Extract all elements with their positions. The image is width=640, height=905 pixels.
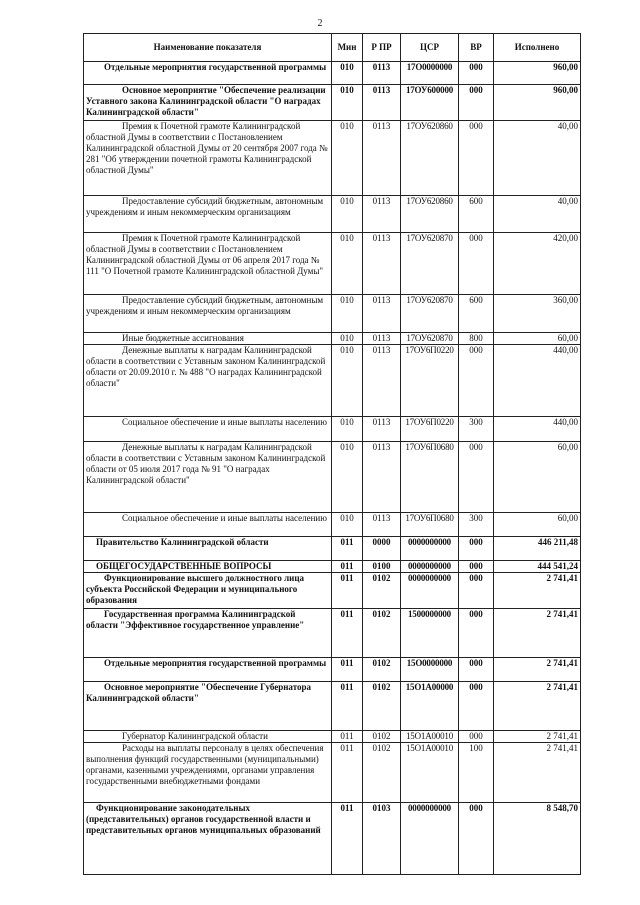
row-name: Премия к Почетной грамоте Калининградской областной Думы в соответствии с Постановлением Калининградской областной Думы от 20 сентября 2007 года № 281 "Об утверждении почетной грамоты Калининградской областной Думы" bbox=[84, 121, 332, 196]
row-done: 444 541,24 bbox=[494, 561, 581, 573]
row-vr: 000 bbox=[459, 609, 494, 658]
row-done: 440,00 bbox=[494, 417, 581, 442]
row-name: Денежные выплаты к наградам Калининградской области в соответствии с Уставным законом Калининградской области от 20.09.2010 г. № 488 "О наградах Калининградской области" bbox=[84, 345, 332, 417]
header-name: Наименование показателя bbox=[84, 34, 332, 62]
row-csr: 1500000000 bbox=[401, 609, 459, 658]
row-name: Предоставление субсидий бюджетным, автономным учреждениям и иным некоммерческим организациям bbox=[84, 295, 332, 333]
row-rpr: 0100 bbox=[363, 561, 401, 573]
row-name: Основное мероприятие "Обеспечение реализации Уставного закона Калининградской области "О наградах Калининградской области" bbox=[84, 85, 332, 121]
row-rpr: 0000 bbox=[363, 537, 401, 561]
table-row bbox=[84, 743, 581, 803]
row-csr: 17ОУ620860 bbox=[401, 121, 459, 196]
row-csr: 0000000000 bbox=[401, 803, 459, 875]
row-name: Расходы на выплаты персоналу в целях обеспечения выполнения функций государственными (муниципальными) органами, казенными учреждениями, органами управления государственными внебюджетными фондами bbox=[84, 743, 332, 803]
row-min: 010 bbox=[332, 333, 363, 345]
table-row bbox=[84, 731, 581, 743]
row-min: 010 bbox=[332, 513, 363, 537]
row-min: 011 bbox=[332, 609, 363, 658]
row-vr: 800 bbox=[459, 333, 494, 345]
table-header-row bbox=[84, 34, 581, 62]
row-name: Социальное обеспечение и иные выплаты населению bbox=[84, 417, 332, 442]
row-name: Предоставление субсидий бюджетным, автономным учреждениям и иным некоммерческим организациям bbox=[84, 196, 332, 233]
row-done: 60,00 bbox=[494, 442, 581, 513]
row-csr: 17ОУ600000 bbox=[401, 85, 459, 121]
row-vr: 600 bbox=[459, 196, 494, 233]
row-csr: 17ОУ620870 bbox=[401, 295, 459, 333]
row-min: 011 bbox=[332, 537, 363, 561]
row-name: Денежные выплаты к наградам Калининградской области в соответствии с Уставным законом Калининградской области от 05 июля 2017 года № 91 "О наградах Калининградской области" bbox=[84, 442, 332, 513]
row-csr: 17ОУ6П0220 bbox=[401, 417, 459, 442]
table-row bbox=[84, 573, 581, 609]
row-vr: 000 bbox=[459, 442, 494, 513]
row-csr: 0000000000 bbox=[401, 561, 459, 573]
row-vr: 000 bbox=[459, 121, 494, 196]
row-done: 960,00 bbox=[494, 62, 581, 85]
row-name: Отдельные мероприятия государственной программы bbox=[84, 62, 332, 85]
row-done: 2 741,41 bbox=[494, 609, 581, 658]
row-min: 010 bbox=[332, 196, 363, 233]
table-row bbox=[84, 233, 581, 295]
row-name: ОБЩЕГОСУДАРСТВЕННЫЕ ВОПРОСЫ bbox=[84, 561, 332, 573]
row-min: 010 bbox=[332, 233, 363, 295]
row-vr: 000 bbox=[459, 85, 494, 121]
row-rpr: 0113 bbox=[363, 345, 401, 417]
row-rpr: 0113 bbox=[363, 85, 401, 121]
row-rpr: 0113 bbox=[363, 121, 401, 196]
row-name: Губернатор Калининградской области bbox=[84, 731, 332, 743]
row-done: 360,00 bbox=[494, 295, 581, 333]
row-vr: 100 bbox=[459, 743, 494, 803]
row-min: 011 bbox=[332, 658, 363, 682]
row-done: 2 741,41 bbox=[494, 743, 581, 803]
row-vr: 300 bbox=[459, 513, 494, 537]
table-row bbox=[84, 333, 581, 345]
row-rpr: 0113 bbox=[363, 196, 401, 233]
row-rpr: 0113 bbox=[363, 417, 401, 442]
table-row bbox=[84, 513, 581, 537]
row-name: Отдельные мероприятия государственной программы bbox=[84, 658, 332, 682]
row-vr: 000 bbox=[459, 573, 494, 609]
row-rpr: 0113 bbox=[363, 333, 401, 345]
row-min: 010 bbox=[332, 295, 363, 333]
row-name: Основное мероприятие "Обеспечение Губернатора Калининградской области" bbox=[84, 682, 332, 731]
row-vr: 000 bbox=[459, 561, 494, 573]
table-row bbox=[84, 803, 581, 875]
row-done: 960,00 bbox=[494, 85, 581, 121]
row-vr: 000 bbox=[459, 658, 494, 682]
row-min: 011 bbox=[332, 682, 363, 731]
table-row bbox=[84, 85, 581, 121]
row-csr: 17ОУ6П0220 bbox=[401, 345, 459, 417]
row-rpr: 0102 bbox=[363, 731, 401, 743]
row-min: 010 bbox=[332, 417, 363, 442]
row-done: 2 741,41 bbox=[494, 682, 581, 731]
table-row bbox=[84, 196, 581, 233]
row-done: 2 741,41 bbox=[494, 658, 581, 682]
row-csr: 17ОУ6П0680 bbox=[401, 442, 459, 513]
row-rpr: 0102 bbox=[363, 609, 401, 658]
row-csr: 0000000000 bbox=[401, 537, 459, 561]
row-rpr: 0113 bbox=[363, 295, 401, 333]
row-done: 2 741,41 bbox=[494, 731, 581, 743]
row-vr: 000 bbox=[459, 731, 494, 743]
table-row bbox=[84, 561, 581, 573]
header-done: Исполнено bbox=[494, 34, 581, 62]
row-csr: 0000000000 bbox=[401, 573, 459, 609]
row-done: 2 741,41 bbox=[494, 573, 581, 609]
row-name: Функционирование законодательных (представительных) органов государственной власти и представительных органов муниципальных образований bbox=[84, 803, 332, 875]
row-name: Государственная программа Калининградской области "Эффективное государственное управление" bbox=[84, 609, 332, 658]
row-vr: 000 bbox=[459, 233, 494, 295]
row-csr: 17ОУ6П0680 bbox=[401, 513, 459, 537]
page-number: 2 bbox=[317, 18, 323, 29]
budget-table bbox=[83, 33, 581, 875]
row-rpr: 0113 bbox=[363, 233, 401, 295]
row-rpr: 0113 bbox=[363, 513, 401, 537]
row-min: 010 bbox=[332, 62, 363, 85]
table-row bbox=[84, 537, 581, 561]
row-vr: 000 bbox=[459, 682, 494, 731]
row-vr: 000 bbox=[459, 537, 494, 561]
row-rpr: 0102 bbox=[363, 682, 401, 731]
row-csr: 17ОУ620870 bbox=[401, 233, 459, 295]
row-name: Правительство Калининградской области bbox=[84, 537, 332, 561]
table-row bbox=[84, 345, 581, 417]
row-vr: 000 bbox=[459, 62, 494, 85]
row-name: Иные бюджетные ассигнования bbox=[84, 333, 332, 345]
row-rpr: 0103 bbox=[363, 803, 401, 875]
row-min: 011 bbox=[332, 731, 363, 743]
table-row bbox=[84, 417, 581, 442]
row-name: Социальное обеспечение и иные выплаты населению bbox=[84, 513, 332, 537]
row-rpr: 0102 bbox=[363, 658, 401, 682]
table-row bbox=[84, 609, 581, 658]
row-done: 60,00 bbox=[494, 333, 581, 345]
row-min: 011 bbox=[332, 803, 363, 875]
row-csr: 17О0000000 bbox=[401, 62, 459, 85]
row-vr: 000 bbox=[459, 345, 494, 417]
table-row bbox=[84, 682, 581, 731]
row-vr: 000 bbox=[459, 803, 494, 875]
row-done: 40,00 bbox=[494, 196, 581, 233]
table-row bbox=[84, 658, 581, 682]
row-done: 440,00 bbox=[494, 345, 581, 417]
row-min: 011 bbox=[332, 573, 363, 609]
row-rpr: 0102 bbox=[363, 573, 401, 609]
table-row bbox=[84, 62, 581, 85]
row-min: 010 bbox=[332, 345, 363, 417]
header-csr: ЦСР bbox=[401, 34, 459, 62]
row-name: Функционирование высшего должностного лица субъекта Российской Федерации и муниципального образования bbox=[84, 573, 332, 609]
row-min: 010 bbox=[332, 442, 363, 513]
row-csr: 15О0000000 bbox=[401, 658, 459, 682]
row-min: 011 bbox=[332, 561, 363, 573]
row-csr: 15О1А00010 bbox=[401, 743, 459, 803]
row-done: 40,00 bbox=[494, 121, 581, 196]
row-rpr: 0113 bbox=[363, 442, 401, 513]
row-csr: 17ОУ620870 bbox=[401, 333, 459, 345]
row-done: 8 548,70 bbox=[494, 803, 581, 875]
row-done: 420,00 bbox=[494, 233, 581, 295]
row-done: 60,00 bbox=[494, 513, 581, 537]
row-csr: 15О1А00010 bbox=[401, 731, 459, 743]
row-csr: 17ОУ620860 bbox=[401, 196, 459, 233]
header-min: Мин bbox=[332, 34, 363, 62]
row-min: 010 bbox=[332, 85, 363, 121]
row-rpr: 0113 bbox=[363, 62, 401, 85]
row-done: 446 211,48 bbox=[494, 537, 581, 561]
row-rpr: 0102 bbox=[363, 743, 401, 803]
row-vr: 600 bbox=[459, 295, 494, 333]
header-vr: ВР bbox=[459, 34, 494, 62]
row-min: 011 bbox=[332, 743, 363, 803]
row-vr: 300 bbox=[459, 417, 494, 442]
table-row bbox=[84, 442, 581, 513]
row-csr: 15О1А00000 bbox=[401, 682, 459, 731]
row-name: Премия к Почетной грамоте Калининградской областной Думы в соответствии с Постановлением Калининградской областной Думы от 06 апреля 2017 года № 111 "О Почетной грамоте Калининградской областной Думы" bbox=[84, 233, 332, 295]
table-row bbox=[84, 121, 581, 196]
header-rpr: Р ПР bbox=[363, 34, 401, 62]
row-min: 010 bbox=[332, 121, 363, 196]
table-row bbox=[84, 295, 581, 333]
